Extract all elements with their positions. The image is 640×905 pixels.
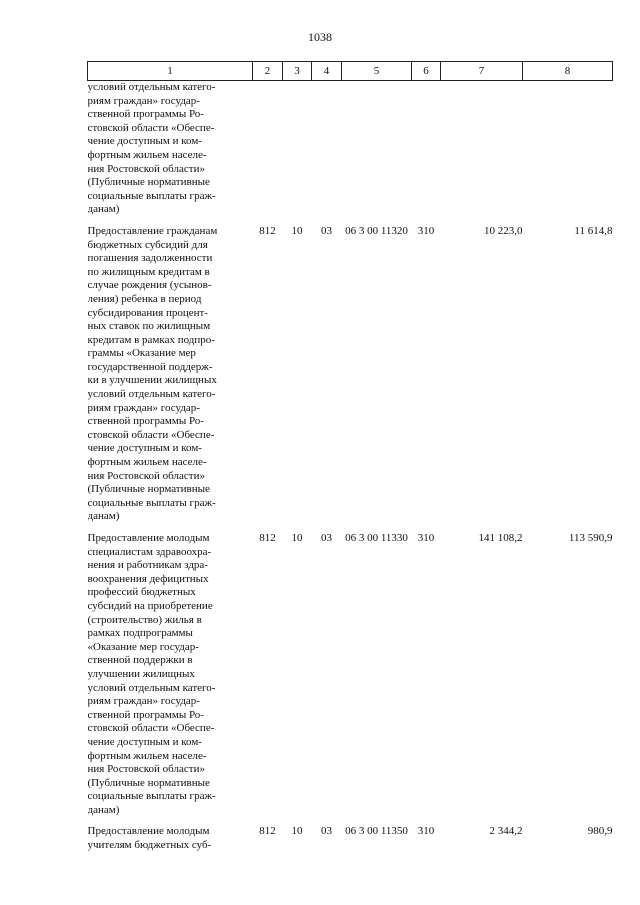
target-article-code: 06 3 00 11350 [345, 825, 408, 838]
description-line: риям граждан» государ- [87, 695, 200, 708]
description-line: случае рождения (усынов- [87, 279, 212, 292]
description-line: социальные выплаты граж- [87, 189, 216, 202]
description-line: данам) [87, 803, 120, 816]
description-line: профессий бюджетных [87, 586, 196, 599]
description-line: погашения задолженности [87, 252, 213, 265]
row-description [88, 825, 253, 860]
description-line: ния Ростовской области» [87, 469, 205, 482]
expense-type-code: 310 [417, 825, 435, 838]
description-line: бюджетных субсидий для [87, 238, 208, 251]
description-line: стовской области «Обеспе- [87, 722, 215, 735]
subsection-code: 03 [321, 825, 332, 838]
description-line: фортным жильем населе- [87, 148, 207, 161]
description-line: Предоставление молодым [87, 825, 210, 838]
description-line: стовской области «Обеспе- [87, 121, 215, 134]
description-line: чение доступным и ком- [87, 442, 202, 455]
description-line: (строительство) жилья в [87, 613, 202, 626]
description-line: ния Ростовской области» [87, 162, 205, 175]
page-number: 1038 [308, 30, 332, 44]
table-row [88, 225, 613, 532]
description-line: ки в улучшении жилищных [87, 374, 217, 387]
table-row [88, 532, 613, 825]
amount-year-1: 2 344,2 [489, 825, 523, 838]
description-line: Предоставление гражданам [87, 224, 218, 237]
column-header: 8 [523, 62, 613, 81]
subsection-code: 03 [321, 224, 332, 237]
amount-year-1: 10 223,0 [484, 224, 523, 237]
column-header: 2 [253, 62, 283, 81]
description-line: чение доступным и ком- [87, 735, 202, 748]
row-description [88, 532, 253, 825]
expense-type-code: 310 [417, 532, 435, 544]
ministry-code: 812 [259, 825, 276, 838]
description-line: субсидирования процент- [87, 306, 208, 319]
description-line: ния Ростовской области» [87, 763, 205, 776]
subsection-code: 03 [321, 532, 332, 544]
description-line: государственной поддерж- [87, 360, 213, 373]
amount-year-2 [523, 81, 613, 225]
row-description [88, 225, 253, 532]
description-line: (Публичные нормативные [87, 483, 210, 496]
description-line: риям граждан» государ- [87, 94, 200, 107]
table-row [88, 825, 613, 860]
description-line: условий отдельным катего- [87, 388, 216, 401]
amount-year-2: 11 614,8 [574, 224, 613, 237]
description-line: нения и работникам здра- [87, 559, 208, 572]
column-header-row [88, 62, 613, 81]
description-line: стовской области «Обеспе- [87, 428, 215, 441]
amount-year-2: 113 590,9 [568, 532, 613, 544]
table-body [88, 81, 613, 861]
description-line: данам) [87, 203, 120, 216]
description-line: «Оказание мер государ- [87, 640, 199, 653]
description-line: учителям бюджетных суб- [87, 839, 212, 852]
section-code [283, 81, 312, 225]
row-description [88, 81, 253, 225]
column-header: 6 [412, 62, 441, 81]
description-line: чение доступным и ком- [87, 135, 202, 148]
description-line: Предоставление молодым [87, 532, 210, 544]
column-header: 5 [342, 62, 412, 81]
amount-year-2: 980,9 [587, 825, 613, 838]
description-line: риям граждан» государ- [87, 401, 200, 414]
description-line: (Публичные нормативные [87, 176, 210, 189]
target-article-code [342, 81, 412, 225]
description-line: граммы «Оказание мер [87, 347, 196, 360]
description-line: специалистам здравоохра- [87, 545, 212, 558]
description-line: воохранения дефицитных [87, 572, 209, 585]
description-line: фортным жильем населе- [87, 749, 207, 762]
target-article-code: 06 3 00 11330 [345, 532, 408, 544]
amount-year-1 [441, 81, 523, 225]
column-header: 4 [312, 62, 342, 81]
description-line: ственной программы Ро- [87, 415, 204, 428]
ministry-code: 812 [259, 224, 276, 237]
description-line: социальные выплаты граж- [87, 790, 216, 803]
table-row [88, 81, 613, 225]
description-line: ления) ребенка в период [87, 292, 202, 305]
column-header: 7 [441, 62, 523, 81]
description-line: рамках подпрограммы [87, 627, 193, 640]
description-line: фортным жильем населе- [87, 456, 207, 469]
description-line: ственной поддержки в [87, 654, 193, 667]
amount-year-1: 141 108,2 [478, 532, 523, 544]
section-code: 10 [291, 825, 303, 838]
description-line: кредитам в рамках подпро- [87, 333, 215, 346]
description-line: условий отдельным катего- [87, 681, 216, 694]
description-line: субсидий на приобретение [87, 599, 213, 612]
expense-type-code [412, 81, 441, 225]
description-line: социальные выплаты граж- [87, 496, 216, 509]
ministry-code [253, 81, 283, 225]
expense-type-code: 310 [417, 224, 435, 237]
section-code: 10 [291, 224, 303, 237]
description-line: ных ставок по жилищным [87, 320, 211, 333]
ministry-code: 812 [259, 532, 276, 544]
column-header: 3 [283, 62, 312, 81]
description-line: по жилищным кредитам в [87, 265, 210, 278]
target-article-code: 06 3 00 11320 [345, 224, 408, 237]
description-line: условий отдельным катего- [87, 81, 216, 93]
subsection-code [312, 81, 342, 225]
description-line: ственной программы Ро- [87, 708, 204, 721]
description-line: данам) [87, 510, 120, 523]
budget-table [87, 61, 613, 861]
description-line: ственной программы Ро- [87, 108, 204, 121]
section-code: 10 [291, 532, 303, 544]
description-line: улучшении жилищных [87, 667, 195, 680]
column-header: 1 [88, 62, 253, 81]
description-line: (Публичные нормативные [87, 776, 210, 789]
